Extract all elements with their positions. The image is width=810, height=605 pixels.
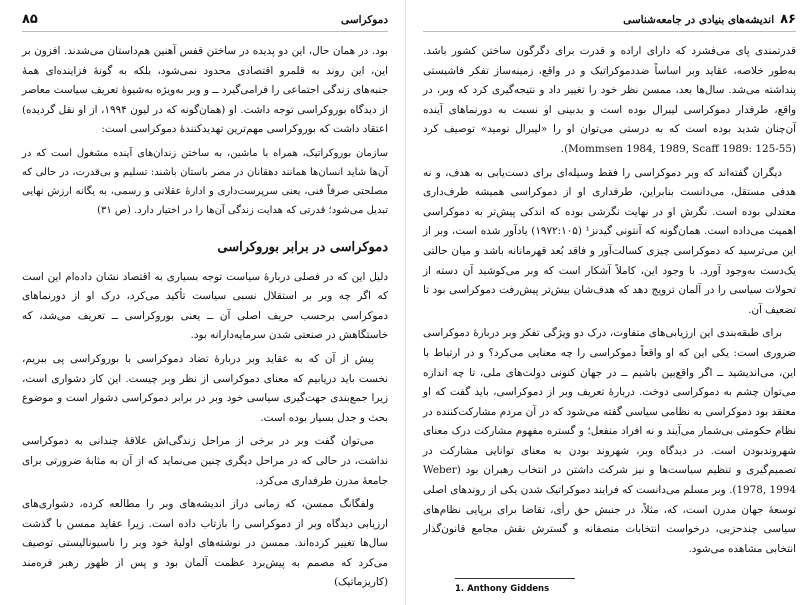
left-paragraph-2: دلیل این که در فصلی دربارهٔ سیاست توجه بسیاری به اقتصاد نشان داده‌ام این است که اگر چه وبر بر استقلال نسبی سیاست تأکید می‌کرد، درک او از دورنماهای دموکراسی برحسب حریف اصلی آن ــ یعنی بوروکراسی ــ تعریف می‌شد، که خاستگاهش در صنعتی شدن سرمایه‌دارانه بود. [22, 270, 388, 342]
left-paragraph-3: پیش از آن که به عقاید وبر دربارهٔ تضاد دموکراسی با بوروکراسی پی ببریم، نخست باید دریابیم که معنای دموکراسی از نظر وبر چیست. این کار دشواری است، زیرا جمع‌بندی جهت‌گیری سیاسی خود وبر در برابر دموکراسی دشوار است و موضوع بحث و جدل بسیار بوده است. [22, 352, 388, 424]
left-page-number: ۸۵ [22, 12, 38, 27]
left-page-header [22, 12, 388, 32]
book-gutter [405, 0, 406, 605]
block-quote: سازمان بوروکراتیک، همراه با ماشین، به ساختن زندان‌های آینده مشغول است که در آن‌ها شاید انسان‌ها همانند دهقانان در مصر باستان باشند: تسلیم و بی‌قدرت، در حالی که مصلحتی صرفاً فنی، یعنی سرپرست‌داری و ادارهٔ عقلانی و رسمی، به یگانه ارزش نهایی تبدیل می‌شود؛ قدرتی که هدایت زندگی آن‌ها را در اختیار دارد. (ص ۳۱) [22, 147, 388, 216]
right-paragraph-1: قدرتمندی پای می‌فشرد که دارای اراده و قدرت برای دگرگون ساختن کشور باشد. به‌طور خلاصه، عقاید وبر اساساً ضددموکراتیک و در واقع، زمینه‌ساز تفکر فاشیستی پنداشته می‌شد. سال‌ها بعد، ممسن نظر خود را تغییر داد و نتیجه‌گیری کرد که وبر، در واقع، طرفدار دموکراسی لیبرال بوده است و بدبینی او نسبت به دورنماهای آینده آن‌چنان شدید بوده است که به درستی می‌توان او را «لیبرال نومید» توصیف کرد (Mommsen 1984, 1989, Scaff 1989: 125-55). [423, 45, 796, 155]
section-heading: دموکراسی در برابر بوروکراسی [217, 239, 388, 255]
left-paragraph-4: می‌توان گفت وبر در برخی از مراحل زندگی‌اش علاقهٔ چندانی به دموکراسی نداشت، در حالی که در مراحل دیگری چنین می‌نماید که از آن به مثابهٔ ضرورتی برای جامعهٔ مدرن طرفداری می‌کرد. [22, 435, 388, 487]
right-page-body [423, 42, 796, 559]
left-paragraph-1: بود. در همان حال، این دو پدیده در ساختن قفس آهنین هم‌داستان می‌شدند. افزون بر این، این روند به قلمرو اقتصادی محدود نمی‌شود، بلکه به گونهٔ فزاینده‌ای همهٔ جنبه‌های زندگی اجتماعی را فرامی‌گیرد ــ و وبر به‌ویژه به‌شیوهٔ تعریف سیاست معاصر از دیدگاه بوروکراسی توجه داشت. او (همان‌گونه که در لیون ۱۹۹۴، از او نقل گردیده) اعتقاد داشت که بوروکراسی مهم‌ترین تهدیدکنندهٔ دموکراسی است: [22, 45, 388, 136]
footnote-divider [455, 578, 575, 579]
left-paragraph-5: ولفگانگ ممسن، که زمانی دراز اندیشه‌های وبر را مطالعه کرده، دشواری‌های ارزیابی دیدگاه وبر از دموکراسی را بازتاب داده است. زیرا عقاید ممسن با گذشت سال‌ها تغییر کرده‌اند. ممسن در نوشته‌های اولیهٔ خود وبر را ناسیونالیستی توصیف می‌کرد که مصمم به پیش‌برد عظمت آلمان بود و پس از ظهور رهبر فره‌مند (کاریزماتیک) [22, 498, 388, 589]
left-running-title: دموکراسی [341, 14, 388, 26]
right-page-number: ۸۶ [780, 12, 796, 27]
right-running-title: اندیشه‌های بنیادی در جامعه‌شناسی [623, 14, 775, 26]
right-page-header [423, 12, 796, 32]
right-paragraph-2: دیگران گفته‌اند که وبر دموکراسی را فقط وسیله‌ای برای دست‌یابی به هدف، و نه هدفی مستقل، می‌دانست بنابراین، طرفداری او از دموکراسی همیشه طرف‌داری معتدلی بوده است. نگرش او در نهایت نگرشی بوده که اندکی پیش‌تر به دموکراسی اهمیت می‌داده است. همان‌گونه که آنتونی گیدنز¹ (۱۹۷۲:۱۰۵) یادآور شده است، وبر از این می‌ترسید که دموکراسی چیزی کسالت‌آور و فاقد بُعد قهرمانانه باشد و میان حالتی یک‌دست به‌وجود آورد. با وجود این، کاملاً آشکار است که وبر می‌کوشید آن دسته از تحولات سیاسی را در آلمان ترویج دهد که هدف‌شان بیش‌تر پیش‌رفت دموکراسی بود تا تضعیف آن. [423, 166, 797, 316]
footnote: 1. Anthony Giddens [455, 584, 550, 594]
left-page-body [22, 42, 388, 593]
left-page [0, 0, 400, 605]
right-paragraph-3: برای طبقه‌بندی این ارزیابی‌های متفاوت، درک دو ویژگی تفکر وبر دربارهٔ دموکراسی ضروری است: یکی این که او واقعاً دموکراسی را چه معنایی می‌کرد؟ و در ارتباط با این، می‌اندیشید ــ اگر واقع‌بین باشیم ــ در جهان کنونی دولت‌های ملی، تا چه اندازه می‌توان چشم به دموکراسی دوخت. دربارهٔ تعریف وبر از دموکراسی، باید گفت که او معتقد بود دموکراسی به نظامی سیاسی گفته می‌شود که در آن مردم مشارکت‌کننده در نظام حکومتی بی‌شمار می‌آیند و نه افراد منفعل؛ و گستره مفهوم مشارکت درک معنای شهروندبودن است. در دیدگاه وبر، شهروند بودن به معنای توانایی مشارکت در تصمیم‌گیری و تنظیم سیاست‌ها و نیز شرکت داشتن در انتخاب رهبران بود (Weber 1978, 1994). وبر مسلم می‌دانست که فرایند دموکراتیک شدن یکی از روندهای اصلی توسعهٔ جهان مدرن است، که، مثلاً، در جنبش حق رأی، تقاضا برای برپایی نظام‌های سیاسی چندحزبی، درخواست انتخابات منصفانه و گسترش نقش مجامع قانون‌گذار انتخابی مشاهده می‌شود. [423, 327, 797, 555]
right-page [415, 0, 810, 605]
